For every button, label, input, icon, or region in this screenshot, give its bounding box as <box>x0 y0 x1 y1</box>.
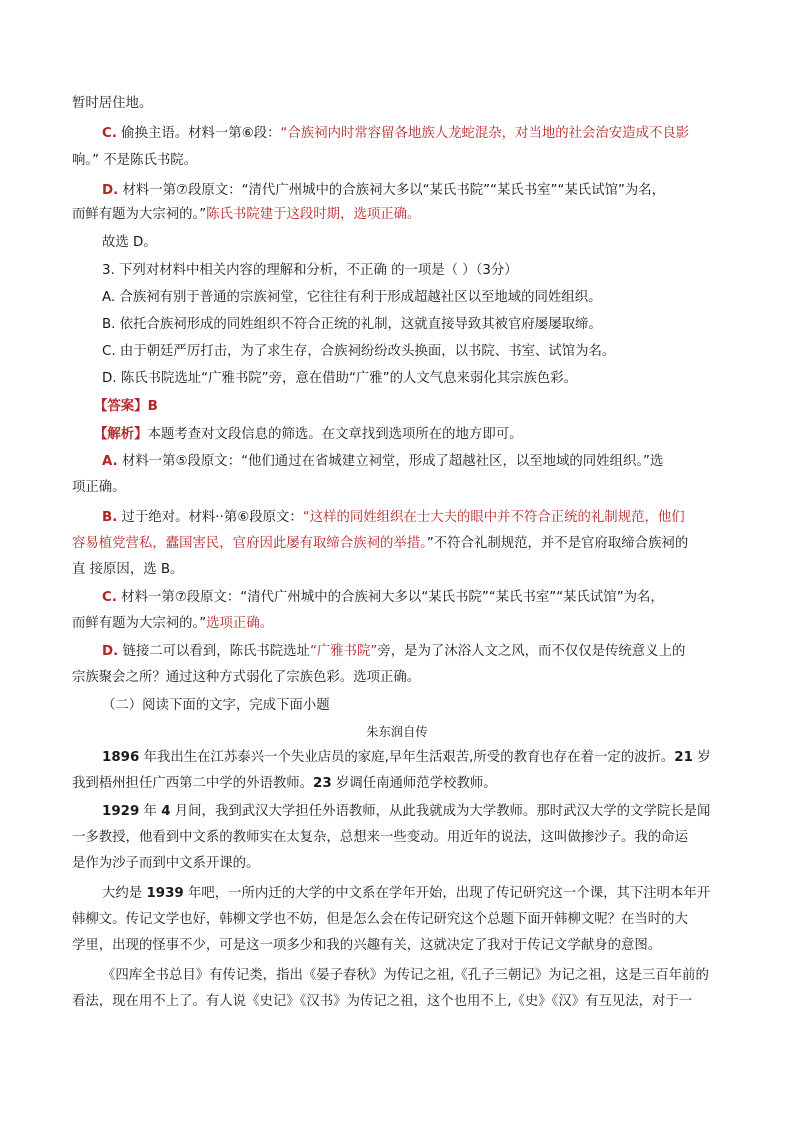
option-d-line-2: 而鲜有题为大宗祠的。”陈氏书院建于这段时期，选项正确。 <box>72 207 421 222</box>
paragraph-4-line-1: 《四库全书总目》有传记类，指出《晏子春秋》为传记之祖,《孔子三朝记》为记之祖，这是三百年前的 <box>102 968 709 983</box>
option-d-line: D. 材料一第⑦段原文：“清代广州城中的合族祠大多以“某氏书院”“某氏书室”“某氏试馆”为名， <box>102 183 666 198</box>
analysis-line: 【解析】本题考查对文段信息的筛选。在文章找到选项所在的地方即可。 <box>94 427 523 442</box>
text-line: 暂时居住地。 <box>72 96 153 111</box>
answer-line: 【答案】B <box>94 399 158 414</box>
analysis-b-line: B. 过于绝对。材料··第⑥段原文：“这样的同姓组织在士大夫的眼中并不符合正统的礼制规范，他们 <box>102 510 685 525</box>
analysis-c-line: C. 材料一第⑦段原文：“清代广州城中的合族祠大多以“某氏书院”“某氏书室”“某氏试馆”为名， <box>102 590 664 605</box>
section-heading: （二）阅读下面的文字，完成下面小题 <box>102 698 330 713</box>
analysis-d-line-2: 宗族聚会之所？通过这种方式弱化了宗族色彩。选项正确。 <box>72 670 421 685</box>
question-3-option-d: D. 陈氏书院选址“广雅书院”旁，意在借助“广雅”的人文气息来弱化其宗族色彩。 <box>102 371 578 386</box>
paragraph-1-line-2: 我到梧州担任广西第二中学的外语教师。23 岁调任南通师范学校教师。 <box>72 776 497 791</box>
question-3-option-b: B. 依托合族祠形成的同姓组织不符合正统的礼制，这就直接导致其被官府屡屡取缔。 <box>102 317 602 332</box>
article-title: 朱东润自传 <box>366 725 428 739</box>
option-c-line-2: 响。” 不是陈氏书院。 <box>72 153 198 168</box>
analysis-c-line-2: 而鲜有题为大宗祠的。”选项正确。 <box>72 616 274 631</box>
analysis-a-line-2: 项正确。 <box>72 480 126 495</box>
analysis-a-line: A. 材料一第⑤段原文：“他们通过在省城建立祠堂，形成了超越社区，以至地域的同姓组织。”选 <box>102 454 664 469</box>
paragraph-1-line-1: 1896 年我出生在江苏泰兴一个失业店员的家庭,早年生活艰苦,所受的教育也存在着一定的波折。21 岁 <box>102 750 711 765</box>
conclusion-line: 故选 D。 <box>102 235 157 250</box>
option-c-line: C. 偷换主语。材料一第⑥段：“合族祠内时常容留各地族人龙蛇混杂，对当地的社会治安造成不良影 <box>102 126 690 141</box>
analysis-b-line-3: 直 接原因，选 B。 <box>72 562 184 577</box>
paragraph-2-line-1: 1929 年 4 月间，我到武汉大学担任外语教师，从此我就成为大学教师。那时武汉大学的文学院长是闻 <box>102 804 711 819</box>
question-3-option-c: C. 由于朝廷严厉打击，为了求生存，合族祠纷纷改头换面，以书院、书室、试馆为名。 <box>102 344 616 359</box>
analysis-b-line-2: 容易植党营私，蠹国害民，官府因此屡有取缔合族祠的举措。”不符合礼制规范，并不是官府取缔合族祠的 <box>72 536 689 551</box>
paragraph-2-line-3: 是作为沙子而到中文系开课的。 <box>72 856 260 871</box>
analysis-d-line: D. 链接二可以看到，陈氏书院选址“广雅书院”旁，是为了沐浴人文之风，而不仅仅是传统意义上的 <box>102 644 686 659</box>
paragraph-4-line-2: 看法，现在用不上了。有人说《史记》《汉书》为传记之祖，这个也用不上,《史》《汉》有互见法，对于一 <box>72 994 693 1009</box>
paragraph-3-line-1: 大约是 1939 年吧，一所内迁的大学的中文系在学年开始，出现了传记研究这一个课，其下注明本年开 <box>102 886 711 901</box>
paragraph-2-line-2: 一多教授，他看到中文系的教师实在太复杂，总想来一些变动。用近年的说法，这叫做掺沙子。我的命运 <box>72 830 688 845</box>
question-3: 3. 下列对材料中相关内容的理解和分析，不正确 的一项是（ ）（3分） <box>102 263 518 278</box>
paragraph-3-line-3: 学里，出现的怪事不少，可是这一项多少和我的兴趣有关，这就决定了我对于传记文学献身的意图。 <box>72 938 662 953</box>
question-3-option-a: A. 合族祠有别于普通的宗族祠堂，它往往有利于形成超越社区以至地域的同姓组织。 <box>102 290 602 305</box>
paragraph-3-line-2: 韩柳文。传记文学也好，韩柳文学也不妨，但是怎么会在传记研究这个总题下面开韩柳文呢？在当时的大 <box>72 912 688 927</box>
